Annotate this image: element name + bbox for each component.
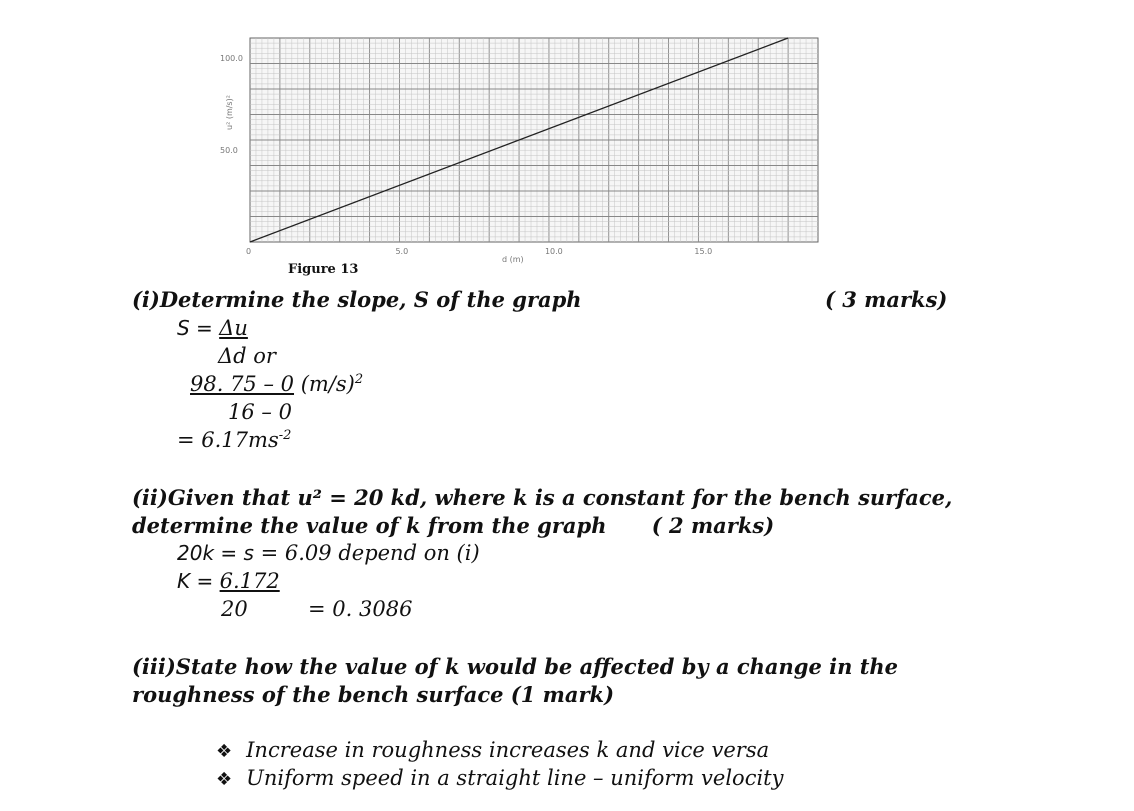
q2-numerator: 6.172 — [219, 569, 280, 593]
figure-caption: Figure 13 — [288, 262, 359, 277]
q3-bullet-item — [216, 738, 769, 762]
y-tick-label: 50.0 — [220, 146, 238, 156]
x-tick-label: 15.0 — [694, 247, 713, 256]
q2-line2 — [177, 569, 280, 593]
q2-k-prefix: K = — [177, 569, 220, 593]
q3-bullet-text: Increase in roughness increases k and vice versa — [246, 738, 770, 762]
q3-heading-line1: (iii)State how the value of k would be affected by a change in the — [132, 654, 899, 679]
q2-line1-a: 20k = s — [177, 541, 254, 565]
q1-line2: Δd or — [218, 344, 276, 368]
graph-grid — [250, 38, 818, 242]
q1-line3 — [190, 372, 363, 396]
q2-line1 — [177, 541, 480, 565]
q1-heading: (i)Determine the slope, S of the graph — [132, 287, 582, 312]
q1-line5 — [177, 428, 291, 452]
q2-heading-text: determine the value of k from the graph — [132, 513, 607, 538]
q1-result-sup: -2 — [278, 428, 292, 443]
q1-delta-u: Δu — [219, 316, 248, 340]
q3-bullet-item — [216, 766, 783, 790]
q1-result: = 6.17ms — [177, 428, 279, 452]
q1-unit-sup: 2 — [354, 372, 364, 387]
graph-figure — [200, 30, 840, 280]
q3-bullet-text: Uniform speed in a straight line – uniform velocity — [246, 766, 784, 790]
x-tick-label: 10.0 — [544, 247, 563, 256]
q1-numerator: 98. 75 – 0 — [190, 372, 295, 396]
q3-heading-line2: roughness of the bench surface (1 mark) — [132, 682, 615, 707]
q1-s-prefix: S = — [177, 316, 220, 340]
y-tick-label: 100.0 — [220, 54, 243, 64]
q2-marks: ( 2 marks) — [651, 513, 775, 538]
diamond-bullet-icon: ❖ — [216, 769, 233, 790]
q1-line1 — [177, 316, 248, 340]
q2-heading-line1: (ii)Given that u² = 20 kd, where k is a constant for the bench surface, — [132, 485, 953, 510]
y-axis-label: u² (m/s)² — [225, 95, 234, 130]
q1-unit: (m/s) — [294, 372, 355, 396]
x-axis-label: d (m) — [502, 255, 524, 264]
q2-line1-b: = 6.09 depend on (i) — [253, 541, 480, 565]
q2-result: = 0. 3086 — [308, 597, 413, 621]
q1-line4: 16 – 0 — [228, 400, 292, 424]
diamond-bullet-icon: ❖ — [216, 741, 233, 762]
x-tick-label: 5.0 — [395, 247, 409, 256]
x-tick-label: 0 — [246, 247, 252, 256]
q1-marks: ( 3 marks) — [825, 287, 948, 312]
q2-denominator: 20 — [221, 597, 248, 621]
q2-heading-line2 — [132, 513, 774, 538]
